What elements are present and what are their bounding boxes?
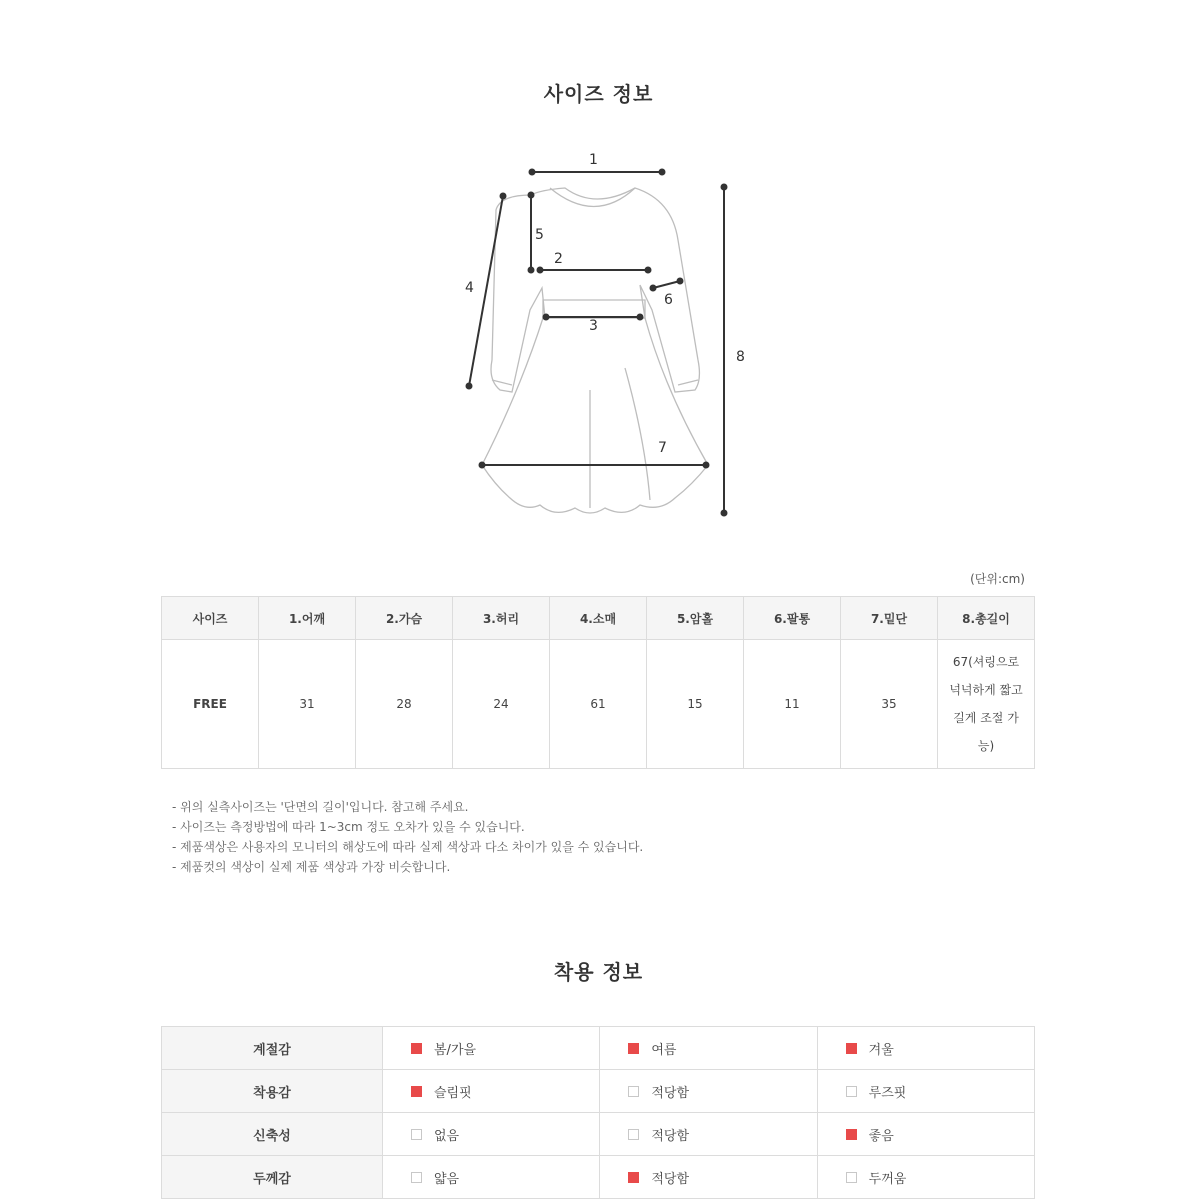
measure-label: 7 [658,440,667,456]
wear-option [383,1070,600,1113]
dress-neckline [550,188,635,207]
header-cell: 6.팔통 [744,597,841,640]
measure-point [721,510,728,517]
note-line: - 사이즈는 측정방법에 따라 1~3cm 정도 오차가 있을 수 있습니다. [172,820,525,834]
wear-option [817,1070,1034,1113]
wear-option-label: 여름 [651,1042,677,1058]
size-info-title: 사이즈 정보 [543,82,654,106]
checked-box-icon [411,1086,422,1097]
measure-label: 6 [664,292,673,308]
measure-point [677,278,684,285]
total-length-cell [938,640,1035,769]
size-table-row [162,640,1035,769]
wear-option-label: 적당함 [651,1171,690,1187]
value-cell: 61 [550,640,647,769]
checked-box-icon [628,1043,639,1054]
header-cell: 7.밑단 [841,597,938,640]
measure-point [721,184,728,191]
wear-option-label: 겨울 [868,1042,894,1058]
unchecked-box-icon [628,1086,639,1097]
wear-option [383,1156,600,1199]
measure-point [500,193,507,200]
measure-point [637,314,644,321]
wear-row [162,1113,1035,1156]
value-cell: 15 [647,640,744,769]
value-cell: 31 [259,640,356,769]
measure-label: 8 [736,349,745,365]
wear-option-label: 두꺼움 [868,1171,907,1187]
measure-point [537,267,544,274]
measure-label: 1 [589,152,598,168]
dress-waistband [543,300,645,318]
measure-sleeve-line [469,196,503,386]
wear-option [383,1113,600,1156]
wear-option-label: 얇음 [434,1171,460,1187]
wear-option-label: 적당함 [651,1128,690,1144]
unchecked-box-icon [411,1129,422,1140]
value-cell: 11 [744,640,841,769]
header-cell: 5.암홀 [647,597,744,640]
measure-point [659,169,666,176]
wear-option [817,1027,1034,1070]
header-cell: 1.어깨 [259,597,356,640]
wear-option-label: 없음 [434,1128,460,1144]
unchecked-box-icon [628,1129,639,1140]
size-table-header-row [162,597,1035,640]
wear-option [600,1113,817,1156]
unchecked-box-icon [411,1172,422,1183]
size-notes [172,797,643,877]
unchecked-box-icon [846,1172,857,1183]
measure-point [528,192,535,199]
measure-label: 3 [589,318,598,334]
header-cell: 8.총길이 [938,597,1035,640]
header-cell: 3.허리 [453,597,550,640]
checked-box-icon [846,1043,857,1054]
header-cell: 2.가슴 [356,597,453,640]
total-length-line: 넉넉하게 짧고 [949,683,1023,697]
measure-point [528,267,535,274]
wear-row [162,1070,1035,1113]
dress-measurement-diagram [440,140,760,530]
dress-cuff-right [678,380,698,385]
measure-label: 2 [554,251,563,267]
measure-point [645,267,652,274]
wear-row-label: 계절감 [162,1027,383,1070]
wear-row [162,1027,1035,1070]
wear-option [600,1070,817,1113]
measure-point [466,383,473,390]
wear-row [162,1156,1035,1199]
size-cell: FREE [162,640,259,769]
wear-option [600,1156,817,1199]
note-line: - 제품컷의 색상이 실제 제품 색상과 가장 비슷합니다. [172,860,451,874]
wear-info-title: 착용 정보 [553,960,644,984]
dress-bodice-outline [491,188,699,392]
wear-option [817,1113,1034,1156]
total-length-line: 67(셔링으로 [952,655,1020,669]
wear-option-label: 루즈핏 [868,1085,907,1101]
value-cell: 28 [356,640,453,769]
wear-option [817,1156,1034,1199]
wear-option [383,1027,600,1070]
checked-box-icon [411,1043,422,1054]
value-cell: 24 [453,640,550,769]
measure-point [650,285,657,292]
wear-row-label: 두께감 [162,1156,383,1199]
checked-box-icon [628,1172,639,1183]
wear-row-label: 신축성 [162,1113,383,1156]
header-cell: 4.소매 [550,597,647,640]
total-length-line: 능) [977,739,995,753]
measure-label: 4 [465,280,474,296]
wear-row-label: 착용감 [162,1070,383,1113]
measure-point [529,169,536,176]
value-cell: 35 [841,640,938,769]
note-line: - 위의 실측사이즈는 '단면의 길이'입니다. 참고해 주세요. [172,800,469,814]
size-table [161,596,1035,769]
measure-point [479,462,486,469]
wear-option-label: 봄/가을 [434,1042,477,1058]
unit-label: (단위:cm) [970,572,1025,586]
unchecked-box-icon [846,1086,857,1097]
dress-skirt-fold [625,368,650,500]
measure-point [543,314,550,321]
wear-info-table [161,1026,1035,1199]
header-cell: 사이즈 [162,597,259,640]
wear-option [600,1027,817,1070]
wear-option-label: 좋음 [868,1128,894,1144]
measure-armcirc-line [653,281,680,288]
measure-label: 5 [535,227,544,243]
note-line: - 제품색상은 사용자의 모니터의 해상도에 따라 실제 색상과 다소 차이가 있을 수 있습니다. [172,840,644,854]
checked-box-icon [846,1129,857,1140]
wear-option-label: 슬림핏 [434,1085,472,1101]
wear-option-label: 적당함 [651,1085,690,1101]
total-length-line: 길게 조절 가 [953,711,1019,725]
dress-skirt-outline [482,318,708,513]
measure-point [703,462,710,469]
